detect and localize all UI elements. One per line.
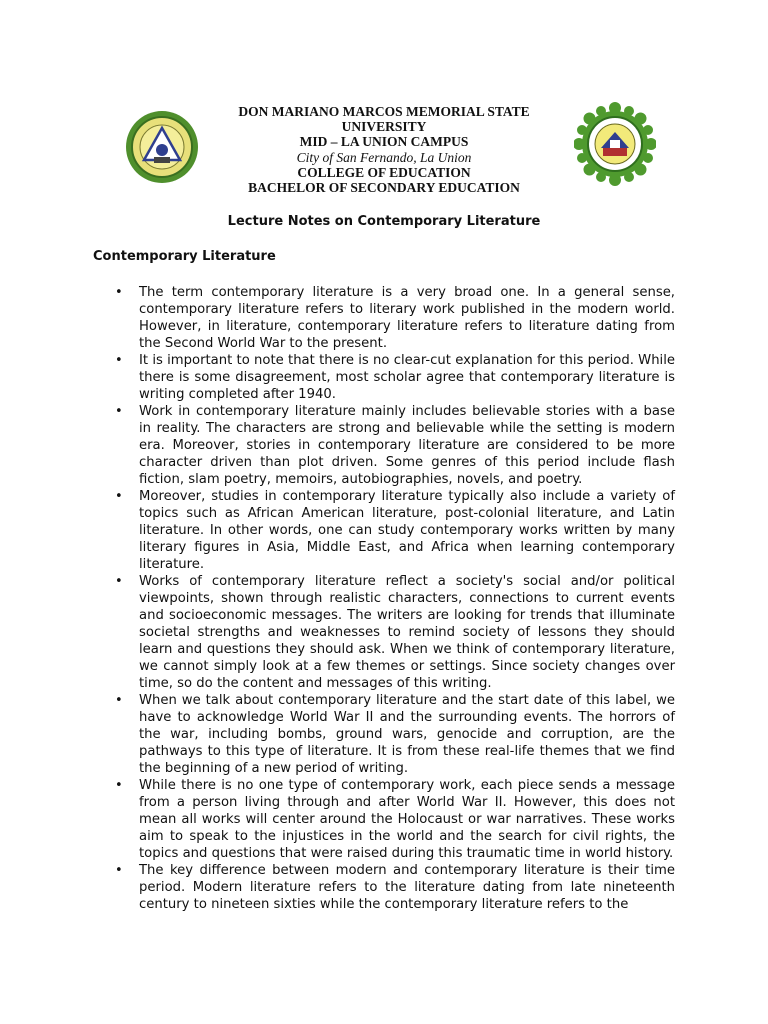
list-item — [115, 777, 675, 862]
bullet-icon: • — [115, 574, 123, 589]
bullet-text: The key difference between modern and contemporary literature is their time period. Modern literature refers to the literature dating from late nineteenth century to nineteen sixties while the contemporary literature refers to the — [139, 863, 675, 912]
list-item — [115, 488, 675, 573]
list-item — [115, 692, 675, 777]
college-name: COLLEGE OF EDUCATION — [297, 164, 471, 180]
bullet-icon: • — [115, 404, 123, 419]
bullet-icon: • — [115, 285, 123, 300]
university-name-line2: UNIVERSITY — [341, 119, 427, 135]
list-item — [115, 862, 675, 913]
bullet-text: The term contemporary literature is a very broad one. In a general sense, contemporary literature refers to literary work published in the modern world. However, in literature, contemporary literature refers to literature dating from the Second World War to the present. — [139, 285, 675, 351]
bullet-text: It is important to note that there is no clear-cut explanation for this period. While there is some disagreement, most scholar agree that contemporary literature is writing completed after 1940. — [139, 353, 675, 402]
letterhead — [0, 100, 768, 200]
list-item — [115, 403, 675, 488]
list-item — [115, 352, 675, 403]
bullet-icon: • — [115, 489, 123, 504]
college-seal-icon — [574, 102, 656, 186]
campus-name: MID – LA UNION CAMPUS — [299, 134, 469, 150]
university-seal-icon — [124, 108, 200, 186]
institution-heading — [200, 104, 568, 195]
bullet-list — [115, 284, 675, 913]
city-name: City of San Fernando, La Union — [296, 149, 472, 165]
list-item — [115, 573, 675, 692]
bullet-icon: • — [115, 353, 123, 368]
university-name-line1: DON MARIANO MARCOS MEMORIAL STATE — [238, 104, 530, 119]
program-name: BACHELOR OF SECONDARY EDUCATION — [248, 180, 520, 196]
bullet-icon: • — [115, 863, 123, 878]
bullet-text: Moreover, studies in contemporary literature typically also include a variety of topics such as African American literature, post-colonial literature, and Latin literature. In other words, one can study contemporary works written by many literary figures in Asia, Middle East, and Africa when learning contemporary literature. — [139, 489, 675, 572]
section-heading: Contemporary Literature — [93, 249, 276, 264]
bullet-icon: • — [115, 778, 123, 793]
bullet-icon: • — [115, 693, 123, 708]
bullet-text: Work in contemporary literature mainly includes believable stories with a base in reality. The characters are strong and believable while the setting is modern era. Moreover, stories in contemporary literature are considered to be more character driven than plot driven. Some genres of this period include flash fiction, slam poetry, memoirs, autobiographies, novels, and poetry. — [139, 404, 675, 487]
list-item — [115, 284, 675, 352]
bullet-text: When we talk about contemporary literature and the start date of this label, we have to acknowledge World War II and the surrounding events. The horrors of the war, including bombs, ground wars, genocide and corruption, are the pathways to this type of literature. It is from these real-life themes that we find the beginning of a new period of writing. — [139, 693, 675, 776]
document-title: Lecture Notes on Contemporary Literature — [227, 214, 541, 229]
bullet-text: While there is no one type of contemporary work, each piece sends a message from a person living through and after World War II. However, this does not mean all works will center around the Holocaust or war narratives. These works aim to speak to the injustices in the world and the search for civil rights, the topics and questions that were raised during this traumatic time in world history. — [139, 778, 675, 861]
bullet-text: Works of contemporary literature reflect a society's social and/or political viewpoints, shown through realistic characters, connections to current events and socioeconomic messages. The writers are looking for trends that illuminate societal strengths and weaknesses to remind society of lessons they should learn and questions they should ask. When we think of contemporary literature, we cannot simply look at a few themes or settings. Since society changes over time, so do the content and messages of this writing. — [139, 574, 675, 691]
